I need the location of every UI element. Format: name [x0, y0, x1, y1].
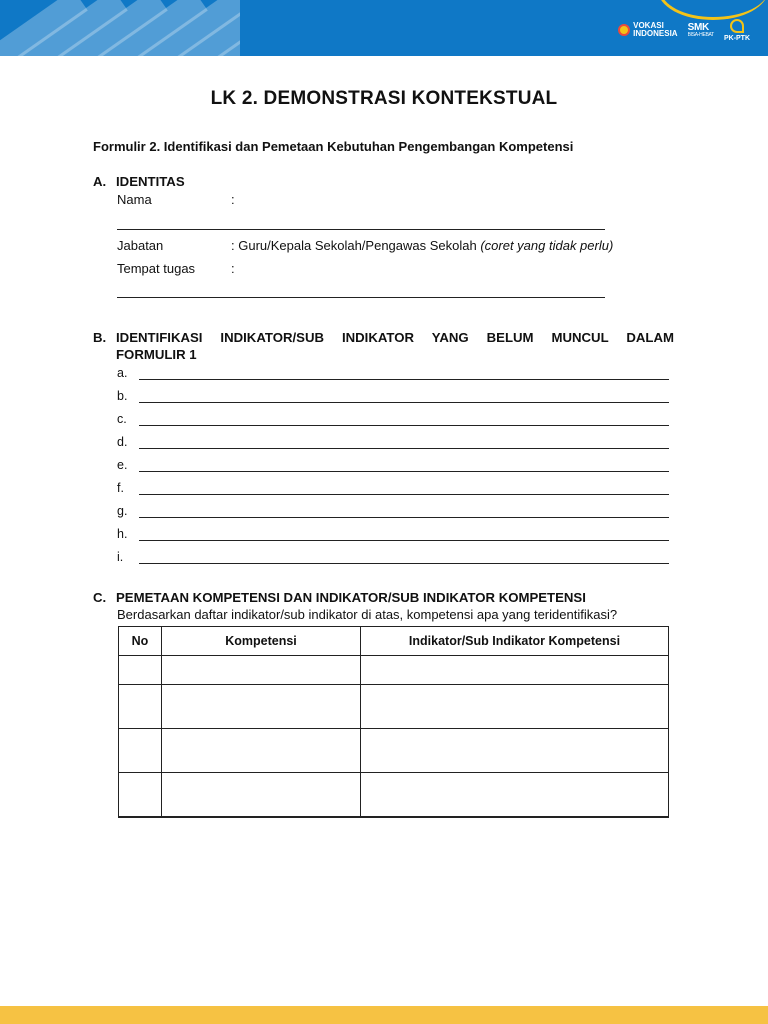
logo-pk-ptk: PK-PTK	[724, 19, 750, 42]
header-logos	[618, 14, 750, 46]
table-row	[119, 685, 669, 729]
table-cell[interactable]	[119, 685, 162, 729]
table-cell[interactable]	[361, 729, 669, 773]
section-b-heading: B. IDENTIFIKASI INDIKATOR/SUB INDIKATOR YANG BELUM MUNCUL DALAM FORMULIR 1	[93, 330, 674, 362]
header-band	[0, 0, 768, 56]
column-header-kompetensi: Kompetensi	[162, 627, 361, 656]
table-cell[interactable]	[361, 773, 669, 817]
table-cell[interactable]	[162, 656, 361, 685]
list-item-label: h.	[117, 527, 128, 541]
jabatan-label: Jabatan	[117, 238, 164, 253]
list-item-line[interactable]	[139, 494, 669, 495]
table-row	[119, 729, 669, 773]
list-item-label: d.	[117, 435, 128, 449]
list-item-line[interactable]	[139, 471, 669, 472]
list-item-line[interactable]	[139, 379, 669, 380]
form-subtitle: Formulir 2. Identifikasi dan Pemetaan Kebutuhan Pengembangan Kompetensi	[93, 139, 574, 154]
vokasi-mark-icon	[618, 24, 630, 36]
footer-band	[0, 1006, 768, 1024]
table-header-row	[119, 627, 669, 656]
table-cell[interactable]	[361, 656, 669, 685]
table-cell[interactable]	[119, 773, 162, 817]
section-c-description: Berdasarkan daftar indikator/sub indikator di atas, kompetensi apa yang teridentifikasi?	[117, 607, 618, 622]
logo-smk: SMK BISA-HEBAT	[687, 21, 714, 38]
competency-table	[118, 626, 669, 818]
table-cell[interactable]	[361, 685, 669, 729]
nama-colon: :	[231, 192, 235, 207]
tempat-tugas-label: Tempat tugas	[117, 261, 196, 276]
nama-label: Nama	[117, 192, 152, 207]
jabatan-value: : Guru/Kepala Sekolah/Pengawas Sekolah (coret yang tidak perlu)	[231, 238, 614, 253]
column-header-indikator: Indikator/Sub Indikator Kompetensi	[361, 627, 669, 656]
section-c-heading: C. PEMETAAN KOMPETENSI DAN INDIKATOR/SUB INDIKATOR KOMPETENSI	[93, 590, 586, 605]
table-cell[interactable]	[162, 773, 361, 817]
tempat-tugas-colon: :	[231, 261, 235, 276]
list-item-line[interactable]	[139, 448, 669, 449]
nama-input-line[interactable]	[117, 229, 605, 230]
table-cell[interactable]	[119, 656, 162, 685]
page-title: LK 2. DEMONSTRASI KONTEKSTUAL	[210, 88, 558, 109]
list-item-line[interactable]	[139, 425, 669, 426]
table-row	[119, 773, 669, 817]
list-item-line[interactable]	[139, 517, 669, 518]
logo-vokasi: VOKASI INDONESIA	[618, 22, 677, 38]
list-item-line[interactable]	[139, 563, 669, 564]
list-item-line[interactable]	[139, 540, 669, 541]
table-row	[119, 656, 669, 685]
section-a-heading: A. IDENTITAS	[93, 174, 185, 189]
list-item-label: a.	[117, 366, 128, 380]
column-header-no: No	[119, 627, 162, 656]
list-item-label: e.	[117, 458, 128, 472]
table-cell[interactable]	[119, 729, 162, 773]
list-item-label: g.	[117, 504, 128, 518]
tempat-tugas-input-line[interactable]	[117, 297, 605, 298]
list-item-label: c.	[117, 412, 127, 426]
header-stripes	[0, 0, 240, 56]
list-item-label: i.	[117, 550, 124, 564]
list-item-line[interactable]	[139, 402, 669, 403]
table-cell[interactable]	[162, 729, 361, 773]
pk-ptk-mark-icon	[730, 19, 744, 33]
list-item-label: b.	[117, 389, 128, 403]
list-item-label: f.	[117, 481, 124, 495]
jabatan-note: (coret yang tidak perlu)	[480, 238, 614, 253]
table-cell[interactable]	[162, 685, 361, 729]
